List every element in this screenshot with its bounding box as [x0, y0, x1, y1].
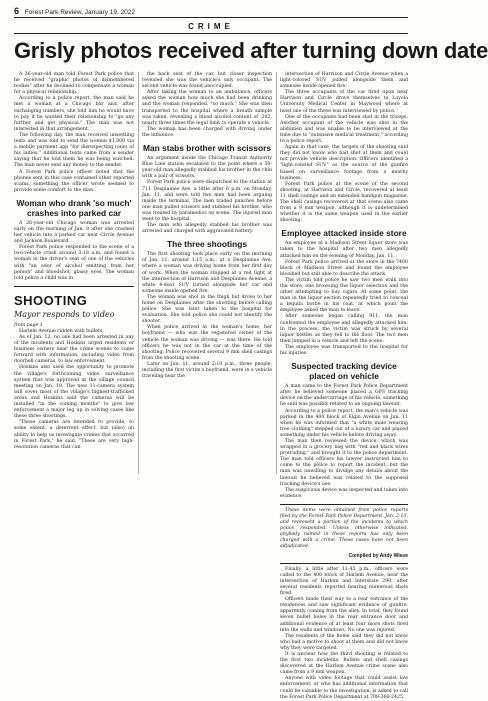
column-2: [142, 72, 272, 474]
column-3: [280, 72, 408, 700]
compiled-by-credit: Compiled by Andy Wiese: [348, 552, 408, 559]
paragraph: One of the occupants had been shot in the triceps. Another occupant of the vehicle was shot in the abdomen and was unable to be interviewed at the time due to "extensive medical treatment," according to a police report.: [280, 114, 408, 145]
column-1: [14, 72, 134, 474]
column-separator: [276, 72, 277, 474]
paragraph: After taking the woman to an ambulance, officers asked the woman how much she had been drinking and the woman responded, "so much." She was then transported to the hospital where a breath sample was taken, revealing a blood alcohol content of .202, nearly three times the legal limit to operate a vehicle.: [142, 90, 272, 126]
paragraph: the back seat of the car, but closer inspection revealed she was the vehicle's only occupant. The second vehicle was found unoccupied.: [142, 72, 272, 90]
section-rule: [14, 33, 408, 34]
paragraph: The residents of the home said they did not know who had a motive to shoot at them and did not know why they were targeted.: [280, 633, 408, 651]
subhead-drunk-crash: Woman who drank 'so much' crashes into parked car: [16, 197, 132, 218]
paragraph: The three occupants of the car fired upon near Harrison and Circle drove themselves to Loyola University Medical Center in Maywood where at least one of the three was interviewed by police.: [280, 90, 408, 114]
paragraph: The employee was transported to the hospital for his injuries.: [280, 344, 408, 357]
divider: [280, 504, 408, 505]
paragraph: According to a police report, the man said he met a woman at a Chicago bar and, after exchanging numbers, she told him he would have to pay if he wanted their relationship to "go any further and get physical." The man was not interested in that arrangement.: [14, 96, 134, 132]
paragraph: intersection of Harrison and Circle Avenue when a light-colored SUV pulled alongside them and someone inside opened fire.: [280, 72, 408, 90]
column-separator: [138, 72, 139, 474]
headline: Grisly photos received after turning down date: [14, 38, 488, 63]
paragraph: Again in that case, the targets of the shooting said they did not know who had shot at them and could not provide vehicle description. Officers identified a "light-colored SUV" as the source of the gunfire based on surveillance footage from a nearby business.: [280, 145, 408, 181]
paragraph: It is unclear how the third shooting is related to the first two incidents. Bullets and shell casings discovered at the Harlem Avenue crime scene also came from a 9 mm weapon.: [280, 651, 408, 676]
paragraph: According to a police report, the man's vehicle was parked in the 400 block of Elgin Avenue on Jan. 11 when he was informed that "a white male wearing tree clothing" stepped out of a luxury car and placed something under his vehicle before driving away.: [280, 408, 408, 438]
paragraph: Harlem Avenue ridden with bullets.: [19, 328, 104, 334]
paragraph: The man then reviewed the device, which was wrapped in a grocery bag with "red and black wires protruding," and brought it to the police department. The man told officers his lawyer instructed him to come to the police to report the incident, but the man was unwilling to divulge any details about the lawsuit he believed was related to the supposed tracking device's use.: [280, 438, 408, 487]
paragraph: A 36-year-old man told Forest Park police that he received "graphic photos of dismembered bodies" after he declined to compensate a woman for a physical relationship.: [14, 72, 134, 96]
subhead-scissors: Man stabs brother with scissors: [143, 143, 271, 154]
paragraph: The man who allegedly stabbed his brother was arrested and charged with aggravated battery.: [142, 223, 272, 235]
col1-intro: [14, 72, 134, 194]
paragraph: Hoskins also used the opportunity to promote the village's forthcoming video surveillance system that was approved at the village council meeting on Jan. 10. The new 11-camera system will cover most of the village's highest-trafficked areas and Hoskins said the cameras will be installed "in the coming months" to give law enforcement a major leg up in solving cases like these three shootings.: [14, 365, 134, 420]
paragraph: Anyone with video footage that could assist law enforcement, or who has additional information that could be valuable to the investigation, is asked to call the Forest Park Police Department at 708-366-2425.: [280, 676, 408, 700]
paragraph: The first shooting took place early on the morning of Jan. 11, around 1:15 a.m., at a Desplaines Ave. where a woman was driving home from her first day of work. When the woman stopped at a red light at the intersection of Harrison and Desplaines Avenue, a white 4-door SUV turned alongside her car and someone inside opened fire.: [142, 252, 272, 294]
paragraph: A man came to the Forest Park Police Department after he believed someone placed a GPS tracking device on the undercarriage of his vehicle, something he said was possibly related to an ongoing lawsuit.: [280, 384, 408, 408]
subhead-employee-attacked: Employee attacked inside store: [281, 228, 407, 239]
paragraph: As of Jan. 12, no one had been arrested in any of the incidents and Hoskins urged residents or business owners near the crime scenes to come forward with information, including video from doorbell cameras, to law enforcement.: [14, 335, 134, 365]
paragraph: Finally, a little after 11:45 p.m., officers were called to the 400 block of Harlem Avenue, near the intersection of Harlem and Interstate 290, after several residents reported hearing numerous shots fired.: [280, 566, 408, 597]
jump-from-page: from page 1: [14, 322, 43, 328]
paragraph: A Forest Park police officer noted that the phones sent in this case contained other reported scams, something the officer wrote seemed to provide some comfort to the man.: [14, 169, 134, 193]
subhead-three-shootings: The three shootings: [166, 239, 248, 250]
paragraph: A 26-year-old Chicago woman was arrested early on the morning of Jan. 8 after she crashed her vehicle into a parked car near Circle Avenue and Jackson Boulevard.: [14, 220, 134, 245]
paragraph: The woman has been charged with driving under the influence.: [142, 126, 272, 138]
paragraph: The suspicious device was inspected and taken into evidence.: [280, 487, 408, 499]
divider: [14, 286, 134, 287]
paragraph: An argument inside the Chicago Transit Authority Blue Line station escalated to the point where a 50-year-old man allegedly stabbed his brother in the chin with a pair of scissors.: [142, 156, 272, 180]
paragraph: The following day, the man received unsettling texts and was told to send the woman $1,000 via a mobile payment app "for disrespecting (one) of his ladies." Additional texts came from a sender saying that he told them he was being watched. The man never sent any money to the sender.: [14, 132, 134, 169]
header-rule: [14, 17, 408, 18]
paragraph: After someone began calling 911, the man confronted the employee and allegedly attacked him. In the process, the victim was struck by several liquor bottles as they fell to the floor. The two men then jumped in a vehicle and left the scene.: [280, 314, 408, 344]
paragraph: Later on Jan. 11, around 2:10 p.m., three people, including the first victim's boyfriend, were in a vehicle traveling near the: [142, 361, 272, 380]
disclaimer-note: These items were obtained from police reports filed by the Forest Park Police Department, Jan. 2-13, and represent a portion of the incidents to which police responded. Unless otherwise indicated, anybody named in these reports has only been charged with a crime. These cases have not been adjudicated.: [280, 507, 408, 550]
page-header: [14, 6, 408, 16]
subhead-tracking-device: Suspected tracking device placed on vehicle: [291, 361, 397, 382]
paragraph: Officers made their way to a rear entrance of the residences and saw significant evidence of gunfire, apparently coming from the alley. In total, they found seven bullet holes in the rear entrance door and additional evidence of at least four more shots fired into the walls and windows. No one was injured.: [280, 597, 408, 633]
section-label: CRIME: [188, 22, 234, 31]
jump-deck: Mayor responds to video: [14, 309, 115, 319]
paragraph: The woman was shot in the thigh but drove to her home on Desplaines after the shooting before calling police. She was later taken to the hospital for evaluation. She told police she could not identify the shooter.: [142, 294, 272, 325]
page-number: 6: [14, 6, 20, 16]
paragraph: Forest Park police at the scene of the second shooting, at Harrison and Circle, recovered at least 11 shell casings and an extended handgun magazine. The shell casings recovered at that scene also came from a 9 mm weapon, although it is undetermined whether it is the same weapon used in the earlier shooting.: [280, 181, 408, 224]
paragraph: "These cameras are intended to provide, to some extent, a deterrent effect, but (also) an ability to help us investigate crimes that occurred in Forest Park," he said. "These are very high-resolution cameras that can: [14, 420, 134, 450]
paragraph: Forest Park police were dispatched to the station at 711 Desplaines Ave. a little after 6 p.m. on Monday, Jan. 11, and were told two men had been arguing inside the terminal. The men traded punches before one man pulled scissors and stabbed his brother, who was treated by paramedics on scene. The injured man went to the hospital.: [142, 180, 272, 222]
paragraph: The victim told police he saw two men walk into the store, one browsing the liquor selection and the other attempting to buy cigars. At some point, the man in the liquor section repeatedly tried to conceal a tequila bottle in his coat, at which point the employee asked the man to leave.: [280, 277, 408, 314]
paragraph: When police arrived at the woman's home, her boyfriend — who was the registered owner of the vehicle the woman was driving — was there. He told officers he was not in the car at the time of the shooting. Police recovered several 9 mm shell casings from the shooting scene.: [142, 325, 272, 361]
paragraph: Forest Park police arrived at the store in the 7400 block of Madison Street and found the employee bloodied but still able to describe the attack.: [280, 259, 408, 277]
paragraph: An employee at a Madison Street liquor store was taken to the hospital after two men allegedly attacked him on the evening of Monday, Jan. 11.: [280, 241, 408, 259]
divider: [280, 563, 408, 564]
jump-headline: SHOOTING: [14, 292, 88, 308]
publication-dateline: Forest Park Review, January 19, 2022: [24, 9, 136, 16]
paragraph: Forest Park police responded to the scene of a two-vehicle crash around 3:18 a.m. and found a woman in the driver's seat of one of the vehicles with "an odor of alcohol emitting from her person" and bloodshot, glassy eyes. The woman told police a child was in: [14, 245, 134, 281]
